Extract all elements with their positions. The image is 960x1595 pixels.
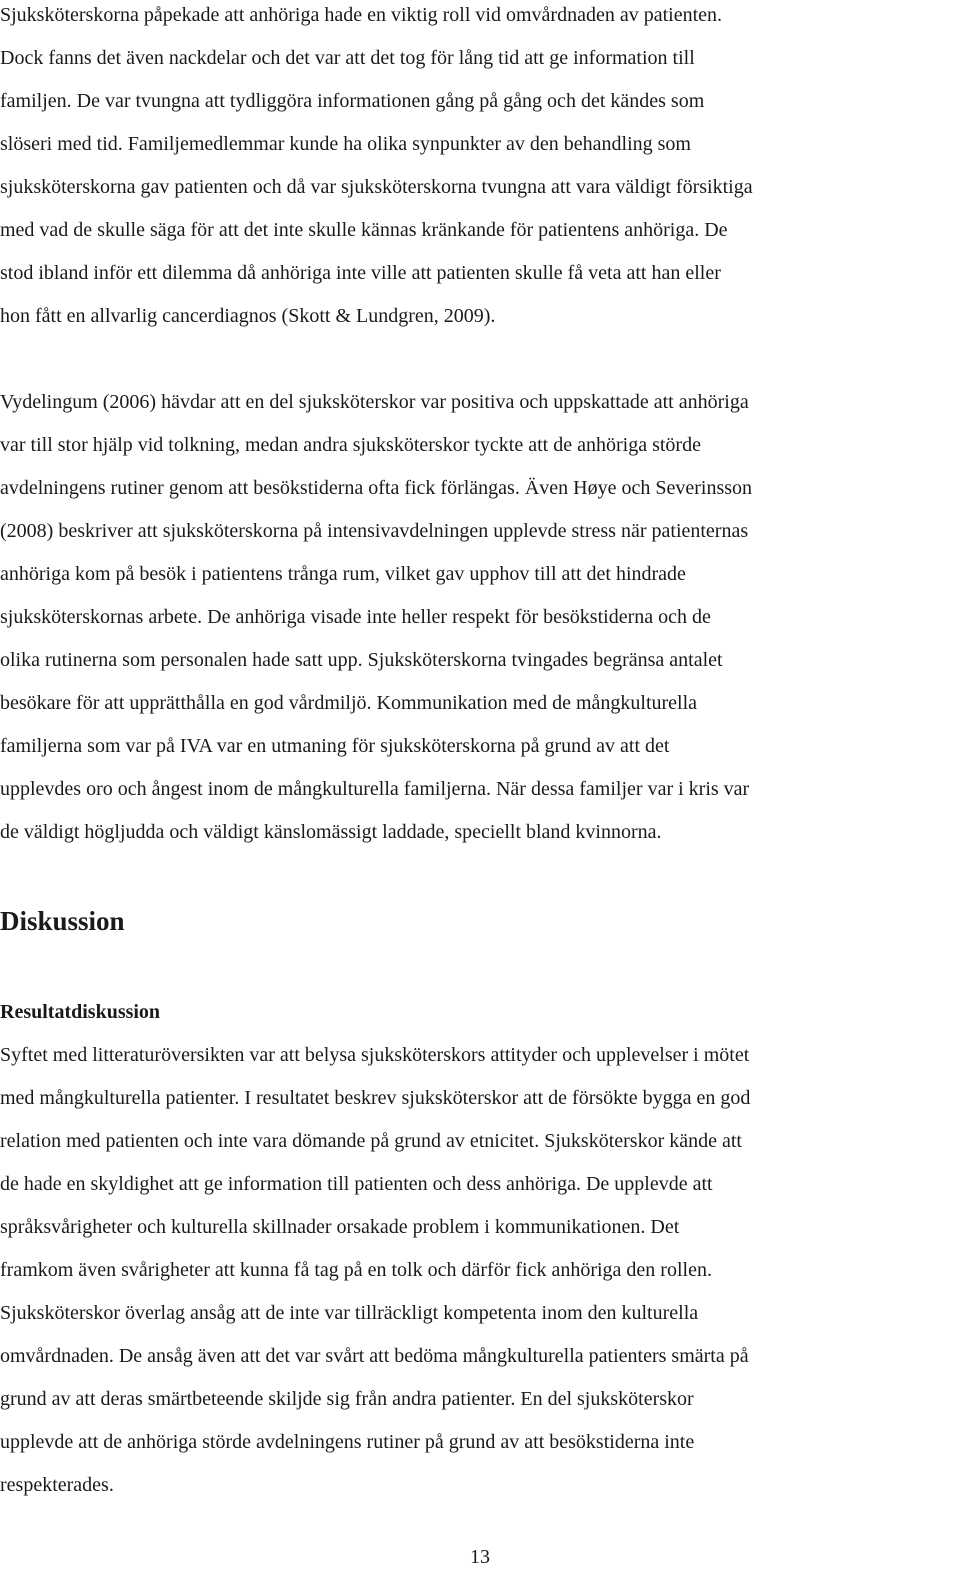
text-line: stod ibland inför ett dilemma då anhöriga inte ville att patienten skulle få veta att han eller: [0, 262, 721, 284]
text-line: sjuksköterskorna gav patienten och då var sjuksköterskorna tvungna att vara väldigt försiktiga: [0, 176, 753, 198]
text-line: slöseri med tid. Familjemedlemmar kunde ha olika synpunkter av den behandling som: [0, 133, 691, 155]
text-line: grund av att deras smärtbeteende skiljde sig från andra patienter. En del sjuksköterskor: [0, 1388, 694, 1410]
text-line: besökare för att upprätthålla en god vårdmiljö. Kommunikation med de mångkulturella: [0, 692, 698, 714]
text-line: sjuksköterskornas arbete. De anhöriga visade inte heller respekt för besökstiderna och de: [0, 606, 711, 628]
text-line: språksvårigheter och kulturella skillnader orsakade problem i kommunikationen. Det: [0, 1216, 680, 1238]
text-line: anhöriga kom på besök i patientens trånga rum, vilket gav upphov till att det hindrade: [0, 563, 686, 585]
text-line: Vydelingum (2006) hävdar att en del sjuksköterskor var positiva och uppskattade att anhöriga: [0, 391, 749, 413]
text-line: de väldigt högljudda och väldigt känslomässigt laddade, speciellt bland kvinnorna.: [0, 821, 662, 843]
text-line: olika rutinerna som personalen hade satt upp. Sjuksköterskorna tvingades begränsa antalet: [0, 649, 723, 671]
text-line: Syftet med litteraturöversikten var att belysa sjuksköterskors attityder och upplevelser i mötet: [0, 1044, 750, 1066]
text-line: Dock fanns det även nackdelar och det var att det tog för lång tid att ge information till: [0, 47, 695, 69]
text-line: Sjuksköterskor överlag ansåg att de inte var tillräckligt kompetenta inom den kulturella: [0, 1302, 699, 1324]
text-line: med vad de skulle säga för att det inte skulle kännas kränkande för patientens anhöriga. De: [0, 219, 728, 241]
text-line: familjerna som var på IVA var en utmaning för sjuksköterskorna på grund av att det: [0, 735, 670, 757]
text-line: framkom även svårigheter att kunna få tag på en tolk och därför fick anhöriga den rollen.: [0, 1259, 712, 1281]
text-line: hon fått en allvarlig cancerdiagnos (Skott & Lundgren, 2009).: [0, 305, 496, 327]
text-line: Sjuksköterskorna påpekade att anhöriga hade en viktig roll vid omvårdnaden av patienten.: [0, 4, 723, 26]
section-heading: Diskussion: [0, 906, 125, 936]
text-line: avdelningens rutiner genom att besökstiderna ofta fick förlängas. Även Høye och Severinsson: [0, 477, 753, 499]
text-line: var till stor hjälp vid tolkning, medan andra sjuksköterskor tyckte att de anhöriga störde: [0, 434, 701, 456]
text-line: upplevdes oro och ångest inom de mångkulturella familjerna. När dessa familjer var i kris var: [0, 778, 750, 800]
text-line: (2008) beskriver att sjuksköterskorna på intensivavdelningen upplevde stress när patienternas: [0, 520, 749, 542]
page-number: 13: [470, 1546, 490, 1568]
subsection-heading: Resultatdiskussion: [0, 1001, 161, 1023]
text-line: relation med patienten och inte vara dömande på grund av etnicitet. Sjuksköterskor kände att: [0, 1130, 742, 1152]
text-line: med mångkulturella patienter. I resultatet beskrev sjuksköterskor att de försökte bygga en god: [0, 1087, 751, 1109]
text-line: omvårdnaden. De ansåg även att det var svårt att bedöma mångkulturella patienters smärta på: [0, 1345, 749, 1367]
text-line: upplevde att de anhöriga störde avdelningens rutiner på grund av att besökstiderna inte: [0, 1431, 695, 1453]
text-line: de hade en skyldighet att ge information till patienten och dess anhöriga. De upplevde att: [0, 1173, 713, 1195]
text-line: respekterades.: [0, 1474, 114, 1496]
text-line: familjen. De var tvungna att tydliggöra informationen gång på gång och det kändes som: [0, 90, 705, 112]
